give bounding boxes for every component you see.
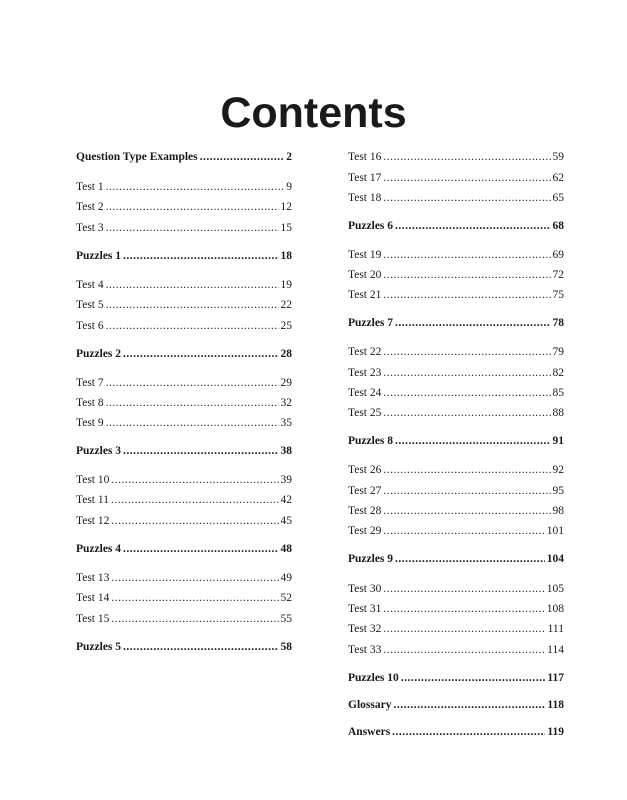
toc-entry-label: Test 22 xyxy=(348,346,382,358)
toc-entry-page-number: 48 xyxy=(280,543,292,555)
toc-entry-page-number: 119 xyxy=(547,726,564,738)
dot-leader xyxy=(392,725,545,739)
toc-entry-page-number: 59 xyxy=(552,151,564,163)
toc-entry xyxy=(76,376,292,390)
dot-leader xyxy=(106,396,279,410)
dot-leader xyxy=(383,643,545,657)
toc-entry-page-number: 62 xyxy=(552,172,564,184)
dot-leader xyxy=(383,484,550,498)
toc-entry-label: Puzzles 7 xyxy=(348,317,394,329)
toc-entry xyxy=(76,493,292,507)
dot-leader xyxy=(111,571,278,585)
toc-entry-page-number: 65 xyxy=(552,192,564,204)
toc-entry-label: Puzzles 5 xyxy=(76,641,122,653)
toc-entry-label: Test 21 xyxy=(348,289,382,301)
toc-entry xyxy=(76,180,292,194)
dot-leader xyxy=(106,200,279,214)
toc-entry-label: Puzzles 2 xyxy=(76,348,122,360)
toc-entry-label: Test 23 xyxy=(348,367,382,379)
toc-entry-page-number: 29 xyxy=(280,377,292,389)
dot-leader xyxy=(383,248,550,262)
dot-leader xyxy=(383,366,550,380)
dot-leader xyxy=(123,347,278,361)
toc-entry xyxy=(76,150,292,164)
toc-entry-label: Test 29 xyxy=(348,525,382,537)
toc-entry-page-number: 88 xyxy=(552,407,564,419)
toc-entry-label: Puzzles 10 xyxy=(348,672,399,684)
dot-leader xyxy=(106,278,279,292)
toc-entry-label: Test 14 xyxy=(76,592,110,604)
toc-entry-page-number: 52 xyxy=(280,592,292,604)
dot-leader xyxy=(123,542,278,556)
toc-entry-page-number: 101 xyxy=(546,525,564,537)
toc-entry-label: Puzzles 3 xyxy=(76,445,122,457)
toc-entry-label: Test 4 xyxy=(76,279,104,291)
toc-entry-page-number: 38 xyxy=(280,445,292,457)
toc-entry xyxy=(348,191,564,205)
toc-entry-label: Test 7 xyxy=(76,377,104,389)
dot-leader xyxy=(123,640,278,654)
dot-leader xyxy=(383,504,550,518)
toc-entry xyxy=(76,249,292,263)
toc-entry-page-number: 42 xyxy=(280,494,292,506)
toc-entry-label: Puzzles 6 xyxy=(348,220,394,232)
toc-entry-page-number: 82 xyxy=(552,367,564,379)
toc-entry xyxy=(76,514,292,528)
dot-leader xyxy=(393,698,545,712)
toc-entry xyxy=(76,612,292,626)
toc-entry xyxy=(348,671,564,685)
dot-leader xyxy=(383,622,545,636)
toc-entry xyxy=(76,298,292,312)
dot-leader xyxy=(401,671,546,685)
dot-leader xyxy=(123,249,278,263)
toc-entry-label: Test 6 xyxy=(76,320,104,332)
toc-entry-page-number: 111 xyxy=(547,623,564,635)
toc-entry-label: Test 17 xyxy=(348,172,382,184)
toc-entry-label: Test 9 xyxy=(76,417,104,429)
toc-entry-page-number: 9 xyxy=(286,181,292,193)
dot-leader xyxy=(200,150,285,164)
toc-entry-label: Puzzles 1 xyxy=(76,250,122,262)
toc-entry xyxy=(348,463,564,477)
toc-entry-label: Test 5 xyxy=(76,299,104,311)
toc-entry xyxy=(76,396,292,410)
toc-entry-label: Test 25 xyxy=(348,407,382,419)
dot-leader xyxy=(383,288,550,302)
toc-entry-page-number: 45 xyxy=(280,515,292,527)
toc-entry xyxy=(348,552,564,566)
toc-entry xyxy=(348,725,564,739)
toc-entry-page-number: 49 xyxy=(280,572,292,584)
dot-leader xyxy=(383,191,550,205)
toc-entry xyxy=(76,416,292,430)
toc-entry-page-number: 39 xyxy=(280,474,292,486)
toc-entry xyxy=(348,366,564,380)
toc-entry xyxy=(348,434,564,448)
toc-entry xyxy=(76,473,292,487)
dot-leader xyxy=(383,524,544,538)
toc-entry-label: Test 13 xyxy=(76,572,110,584)
toc-entry-label: Test 33 xyxy=(348,644,382,656)
toc-entry xyxy=(348,316,564,330)
toc-entry-label: Test 20 xyxy=(348,269,382,281)
toc-entry-page-number: 114 xyxy=(547,644,564,656)
toc-entry xyxy=(76,640,292,654)
toc-entry xyxy=(76,221,292,235)
toc-entry-page-number: 105 xyxy=(546,583,564,595)
toc-entry xyxy=(348,622,564,636)
dot-leader xyxy=(106,180,285,194)
toc-entry xyxy=(348,268,564,282)
toc-entry xyxy=(76,571,292,585)
dot-leader xyxy=(383,463,550,477)
dot-leader xyxy=(111,493,279,507)
toc-entry-page-number: 92 xyxy=(552,464,564,476)
toc-entry-page-number: 104 xyxy=(546,553,564,565)
dot-leader xyxy=(106,298,279,312)
toc-entry-page-number: 55 xyxy=(280,613,292,625)
toc-entry-label: Answers xyxy=(348,726,391,738)
toc-entry-page-number: 69 xyxy=(552,249,564,261)
dot-leader xyxy=(383,406,550,420)
toc-entry xyxy=(76,319,292,333)
dot-leader xyxy=(106,416,279,430)
toc-entry-page-number: 98 xyxy=(552,505,564,517)
toc-entry-page-number: 91 xyxy=(552,435,564,447)
toc-entry-page-number: 68 xyxy=(552,220,564,232)
toc-entry-label: Test 18 xyxy=(348,192,382,204)
toc-entry xyxy=(348,406,564,420)
toc-entry-page-number: 75 xyxy=(552,289,564,301)
toc-entry-page-number: 18 xyxy=(280,250,292,262)
dot-leader xyxy=(111,473,278,487)
dot-leader xyxy=(383,150,550,164)
toc-entry-label: Test 27 xyxy=(348,485,382,497)
dot-leader xyxy=(106,319,279,333)
dot-leader xyxy=(383,602,544,616)
dot-leader xyxy=(106,376,279,390)
toc-entry xyxy=(348,219,564,233)
toc-entry xyxy=(348,643,564,657)
toc-entry-label: Test 8 xyxy=(76,397,104,409)
toc-entry-label: Test 15 xyxy=(76,613,110,625)
toc-entry xyxy=(76,542,292,556)
toc-entry-label: Test 28 xyxy=(348,505,382,517)
toc-entry xyxy=(76,200,292,214)
toc-entry-page-number: 2 xyxy=(286,151,292,163)
toc-entry xyxy=(348,248,564,262)
toc-entry-label: Test 24 xyxy=(348,387,382,399)
toc-entry-label: Puzzles 9 xyxy=(348,553,394,565)
toc-entry-page-number: 79 xyxy=(552,346,564,358)
toc-entry-label: Glossary xyxy=(348,699,392,711)
dot-leader xyxy=(395,552,545,566)
toc-entry-label: Question Type Examples xyxy=(76,151,198,163)
toc-entry-page-number: 85 xyxy=(552,387,564,399)
dot-leader xyxy=(123,444,278,458)
toc-entry xyxy=(348,698,564,712)
toc-entry xyxy=(76,444,292,458)
toc-entry xyxy=(76,591,292,605)
dot-leader xyxy=(383,268,550,282)
dot-leader xyxy=(106,221,279,235)
dot-leader xyxy=(383,386,550,400)
toc-entry-page-number: 72 xyxy=(552,269,564,281)
dot-leader xyxy=(383,345,550,359)
toc-entry-page-number: 28 xyxy=(280,348,292,360)
toc-entry xyxy=(348,524,564,538)
toc-entry-label: Test 10 xyxy=(76,474,110,486)
toc-entry xyxy=(348,345,564,359)
toc-entry-page-number: 108 xyxy=(546,603,564,615)
dot-leader xyxy=(395,316,550,330)
toc-entry-label: Test 26 xyxy=(348,464,382,476)
dot-leader xyxy=(383,582,544,596)
toc-entry xyxy=(348,386,564,400)
toc-entry-page-number: 58 xyxy=(280,641,292,653)
toc-entry xyxy=(76,278,292,292)
toc-entry-label: Test 12 xyxy=(76,515,110,527)
dot-leader xyxy=(111,612,278,626)
toc-entry-page-number: 35 xyxy=(280,417,292,429)
toc-entry-label: Test 11 xyxy=(76,494,109,506)
toc-entry xyxy=(76,347,292,361)
toc-entry-label: Test 16 xyxy=(348,151,382,163)
toc-entry xyxy=(348,288,564,302)
toc-entry-page-number: 19 xyxy=(280,279,292,291)
toc-entry xyxy=(348,150,564,164)
toc-entry-label: Test 19 xyxy=(348,249,382,261)
toc-entry-label: Puzzles 4 xyxy=(76,543,122,555)
toc-entry-page-number: 117 xyxy=(547,672,564,684)
toc-entry-label: Test 2 xyxy=(76,201,104,213)
toc-entry xyxy=(348,484,564,498)
toc-entry-label: Test 3 xyxy=(76,222,104,234)
toc-entry xyxy=(348,602,564,616)
toc-entry-page-number: 78 xyxy=(552,317,564,329)
toc-entry-label: Test 32 xyxy=(348,623,382,635)
toc-entry xyxy=(348,171,564,185)
toc-entry-page-number: 95 xyxy=(552,485,564,497)
toc-entry-label: Test 31 xyxy=(348,603,382,615)
toc-entry-page-number: 22 xyxy=(280,299,292,311)
toc-entry-page-number: 25 xyxy=(280,320,292,332)
dot-leader xyxy=(111,514,278,528)
dot-leader xyxy=(395,219,550,233)
dot-leader xyxy=(395,434,550,448)
toc-entry-page-number: 118 xyxy=(547,699,564,711)
toc-entry-label: Test 30 xyxy=(348,583,382,595)
toc-entry-label: Test 1 xyxy=(76,181,104,193)
toc-entry-page-number: 15 xyxy=(280,222,292,234)
dot-leader xyxy=(383,171,550,185)
toc-entry xyxy=(348,582,564,596)
toc-entry-page-number: 32 xyxy=(280,397,292,409)
dot-leader xyxy=(111,591,278,605)
toc-entry-page-number: 12 xyxy=(280,201,292,213)
toc-entry-label: Puzzles 8 xyxy=(348,435,394,447)
page-title: Contents xyxy=(220,88,407,137)
toc-entry xyxy=(348,504,564,518)
